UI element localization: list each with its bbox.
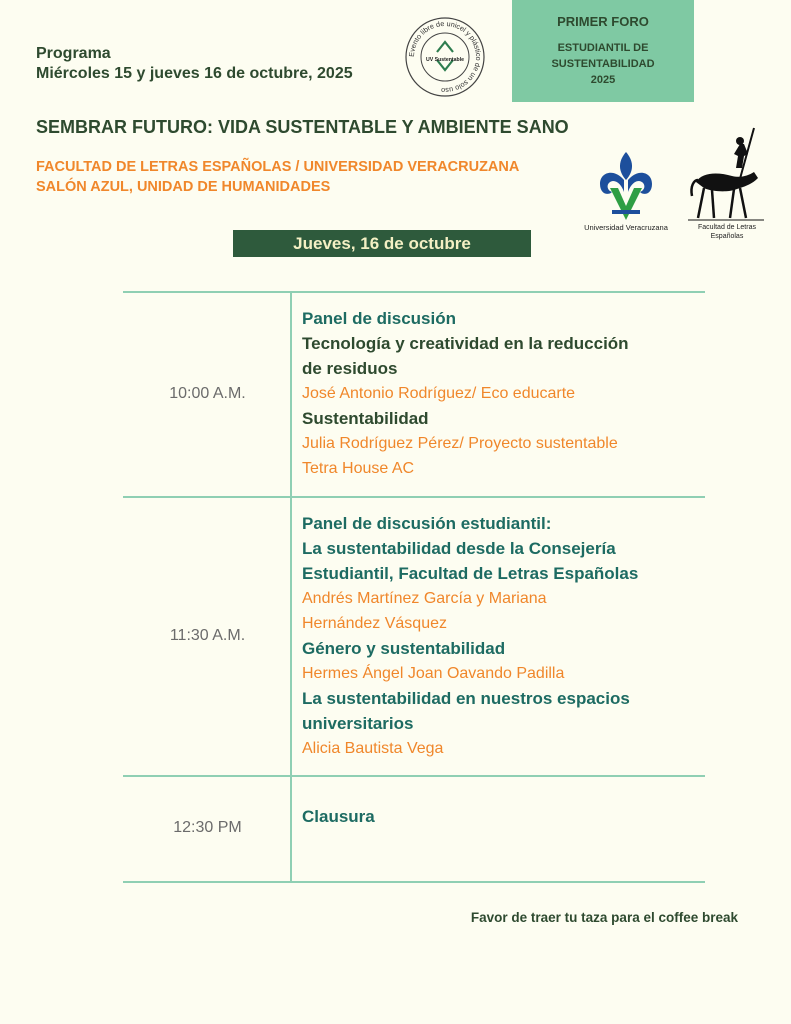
session-title: de residuos	[302, 359, 398, 378]
forum-subtitle	[512, 40, 694, 88]
session-heading: Panel de discusión estudiantil:	[302, 514, 552, 533]
speaker-name: Hermes Ángel Joan Oavando Padilla	[302, 665, 565, 682]
session-heading: Clausura	[302, 807, 375, 826]
facultad-letras-logo	[688, 126, 764, 222]
schedule-row-2	[302, 511, 702, 761]
seal-ring-text: Evento libre de unicel y plástico de un solo uso	[406, 18, 484, 96]
session-title: Estudiantil, Facultad de Letras Españolas	[302, 564, 639, 583]
table-rule-top	[123, 291, 705, 293]
seal-center-text: UV Sustentable	[425, 57, 465, 63]
time-slot-3: 12:30 PM	[173, 819, 242, 836]
session-title: Género y sustentabilidad	[302, 639, 506, 658]
schedule-row-1	[302, 306, 702, 481]
sustainability-seal-logo	[404, 16, 486, 98]
speaker-name: Alicia Bautista Vega	[302, 740, 444, 757]
time-slot-1: 10:00 A.M.	[169, 385, 246, 402]
table-rule-bottom	[123, 881, 705, 883]
fle-caption-line-1: Facultad de Letras	[698, 224, 756, 231]
session-title: Tecnología y creatividad en la reducción	[302, 334, 629, 353]
event-dates: Miércoles 15 y jueves 16 de octubre, 2025	[36, 65, 353, 82]
fle-caption-line-2: Españolas	[710, 233, 744, 240]
speaker-name: Andrés Martínez García y Mariana	[302, 590, 547, 607]
forum-line-3: SUSTENTABILIDAD	[551, 58, 655, 70]
fle-logo-caption	[686, 223, 768, 241]
footer-note: Favor de traer tu taza para el coffee break	[470, 910, 738, 925]
speaker-name: José Antonio Rodríguez/ Eco educarte	[302, 385, 576, 402]
speaker-name: Tetra House AC	[302, 460, 415, 477]
forum-line-4: 2025	[590, 74, 616, 86]
organizer-line-1: FACULTAD DE LETRAS ESPAÑOLAS / UNIVERSIDAD VERACRUZANA	[36, 159, 520, 175]
forum-title: PRIMER FORO	[557, 14, 649, 29]
schedule-row-3	[302, 804, 702, 829]
session-title: Sustentabilidad	[302, 409, 429, 428]
session-heading: Panel de discusión	[302, 309, 456, 328]
table-rule-1	[123, 496, 705, 498]
uv-logo-caption: Universidad Veracruzana	[584, 223, 668, 232]
forum-box	[512, 0, 694, 102]
session-title: universitarios	[302, 714, 414, 733]
speaker-name: Julia Rodríguez Pérez/ Proyecto sustentable	[302, 435, 618, 452]
speaker-name: Hernández Vásquez	[302, 615, 447, 632]
time-slot-2: 11:30 A.M.	[169, 627, 246, 644]
program-label: Programa	[36, 45, 111, 62]
session-title: La sustentabilidad desde la Consejería	[302, 539, 616, 558]
table-column-divider	[290, 291, 292, 883]
forum-line-2: ESTUDIANTIL DE	[557, 42, 649, 54]
organizer-line-2: SALÓN AZUL, UNIDAD DE HUMANIDADES	[36, 179, 331, 195]
table-rule-2	[123, 775, 705, 777]
session-title: La sustentabilidad en nuestros espacios	[302, 689, 630, 708]
universidad-veracruzana-logo	[596, 150, 656, 222]
day-banner: Jueves, 16 de octubre	[233, 230, 531, 257]
event-title: SEMBRAR FUTURO: VIDA SUSTENTABLE Y AMBIENTE SANO	[36, 117, 569, 137]
